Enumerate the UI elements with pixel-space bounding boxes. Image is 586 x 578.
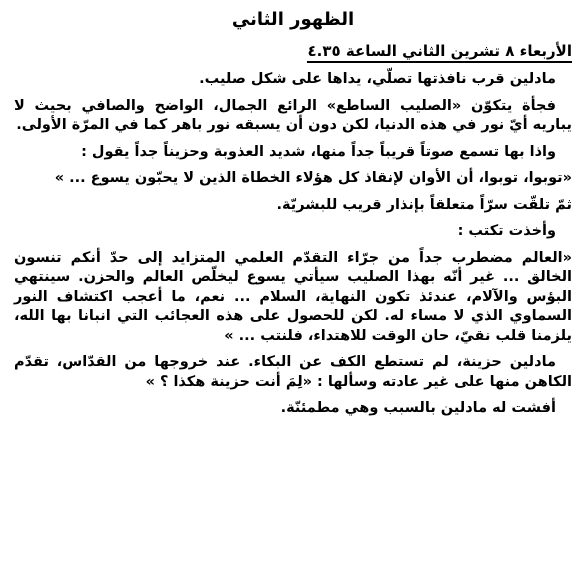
paragraph-2: فجأة يتكوّن «الصليب الساطع» الرائع الجمال، الواضح والصافي بحيث لا يباريه أيّ نور في هذه الدنيا، لكن دون أن يسبقه نور باهر كما في المرّة الأولى. xyxy=(14,97,572,133)
paragraph-9: أفشت له مادلين بالسبب وهي مطمئنّة. xyxy=(280,400,556,416)
date-line xyxy=(14,40,572,62)
paragraph-7-quote: «العالم مضطرب جداً من جرّاء التقدّم العلمي المتزايد إلى حدّ أنكم تنسون الخالق ... غير أنّه بهذا الصليب سيأتي يسوع ليخلّص العالم والحزن. سينتهي البؤس والآلام، عندئذ تكون النهاية، السلام ... نعم، ما أعجب اكتشاف النور السماوي الذي لا مساء له. لكن للحصول على هذه العجائب التي انبانا بها الله، يلزمنا قلب نقيّ، حان الوقت للاهتداء، فلنتب ... » xyxy=(14,249,572,344)
paragraph-8: مادلين حزينة، لم تستطع الكف عن البكاء. عند خروجها من القدّاس، تقدّم الكاهن منها على غير عادته وسألها : «لِمَ أنت حزينة هكذا ؟ » xyxy=(14,354,572,390)
paragraph-4-quote: «توبوا، توبوا، أن الأوان لإنقاذ كل هؤلاء الخطاة الذين لا يحبّون يسوع ... » xyxy=(54,170,572,186)
date-text: الأربعاء ٨ تشرين الثاني الساعة ٤.٣٥ xyxy=(307,42,572,63)
paragraph-3: واذا بها تسمع صوتاً قريباً جداً منها، شديد العذوبة وحزيناً جداً يقول : xyxy=(81,143,556,160)
paragraph-5: ثمّ تلقّت سرّاً متعلقاً بإنذار قريب للبشريّة. xyxy=(276,196,572,213)
paragraph-6: وأخذت تكتب : xyxy=(457,223,556,239)
page-title: الظهور الثاني xyxy=(231,9,355,30)
paragraph-1: مادلين قرب نافذتها تصلّي، يداها على شكل صليب. xyxy=(199,71,556,87)
